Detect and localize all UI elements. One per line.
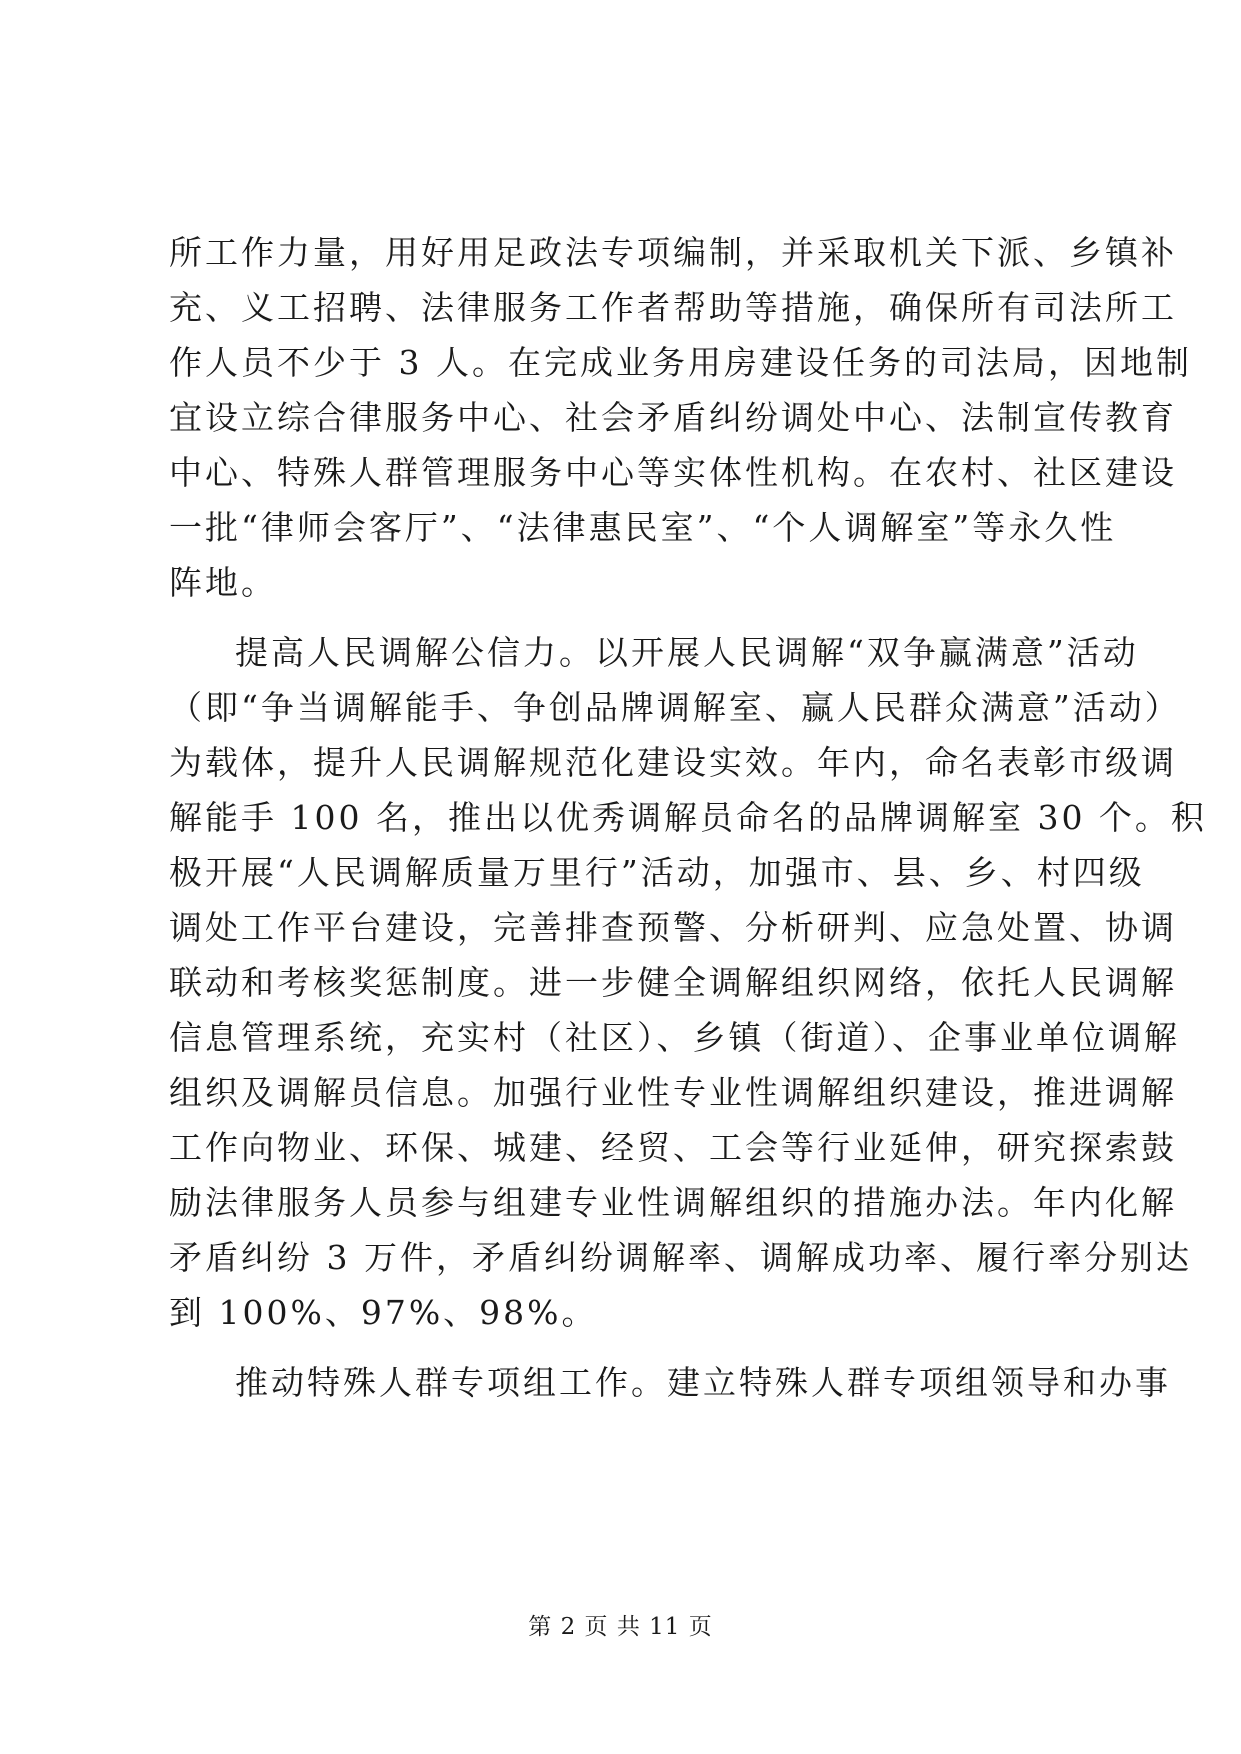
document-body (169, 225, 1207, 1425)
text-line: 矛盾纠纷 3 万件，矛盾纠纷调解率、调解成功率、履行率分别达 (169, 1238, 1192, 1277)
text-line: 极开展“人民调解质量万里行”活动，加强市、县、乡、村四级 (169, 853, 1145, 892)
text-line: 信息管理系统，充实村（社区）、乡镇（街道）、企事业单位调解 (169, 1018, 1180, 1057)
text-line: 解能手 100 名，推出以优秀调解员命名的品牌调解室 30 个。积 (169, 798, 1207, 837)
text-line: （即“争当调解能手、争创品牌调解室、赢人民群众满意”活动） (169, 688, 1181, 727)
text-line: 作人员不少于 3 人。在完成业务用房建设任务的司法局，因地制 (169, 343, 1192, 382)
text-line: 为载体，提升人民调解规范化建设实效。年内，命名表彰市级调 (169, 743, 1177, 782)
text-line: 充、义工招聘、法律服务工作者帮助等措施，确保所有司法所工 (169, 288, 1177, 327)
paragraph (169, 625, 1207, 1340)
text-line: 推动特殊人群专项组工作。建立特殊人群专项组领导和办事 (235, 1363, 1171, 1402)
text-line: 一批“律师会客厅”、“法律惠民室”、“个人调解室”等永久性 (169, 508, 1117, 547)
text-line: 工作向物业、环保、城建、经贸、工会等行业延伸，研究探索鼓 (169, 1128, 1177, 1167)
text-line: 阵地。 (169, 563, 277, 602)
text-line: 组织及调解员信息。加强行业性专业性调解组织建设，推进调解 (169, 1073, 1177, 1112)
text-line: 到 100%、97%、98%。 (169, 1293, 598, 1332)
text-line: 联动和考核奖惩制度。进一步健全调解组织网络，依托人民调解 (169, 963, 1177, 1002)
text-line: 励法律服务人员参与组建专业性调解组织的措施办法。年内化解 (169, 1183, 1177, 1222)
text-line: 宜设立综合律服务中心、社会矛盾纠纷调处中心、法制宣传教育 (169, 398, 1177, 437)
text-line: 调处工作平台建设，完善排查预警、分析研判、应急处置、协调 (169, 908, 1177, 947)
text-line: 提高人民调解公信力。以开展人民调解“双争赢满意”活动 (235, 633, 1139, 672)
paragraph (169, 1355, 1171, 1410)
paragraph (169, 225, 1192, 610)
text-line: 所工作力量，用好用足政法专项编制，并采取机关下派、乡镇补 (169, 233, 1177, 272)
page-footer: 第 2 页 共 11 页 (528, 1614, 713, 1640)
text-line: 中心、特殊人群管理服务中心等实体性机构。在农村、社区建设 (169, 453, 1177, 492)
